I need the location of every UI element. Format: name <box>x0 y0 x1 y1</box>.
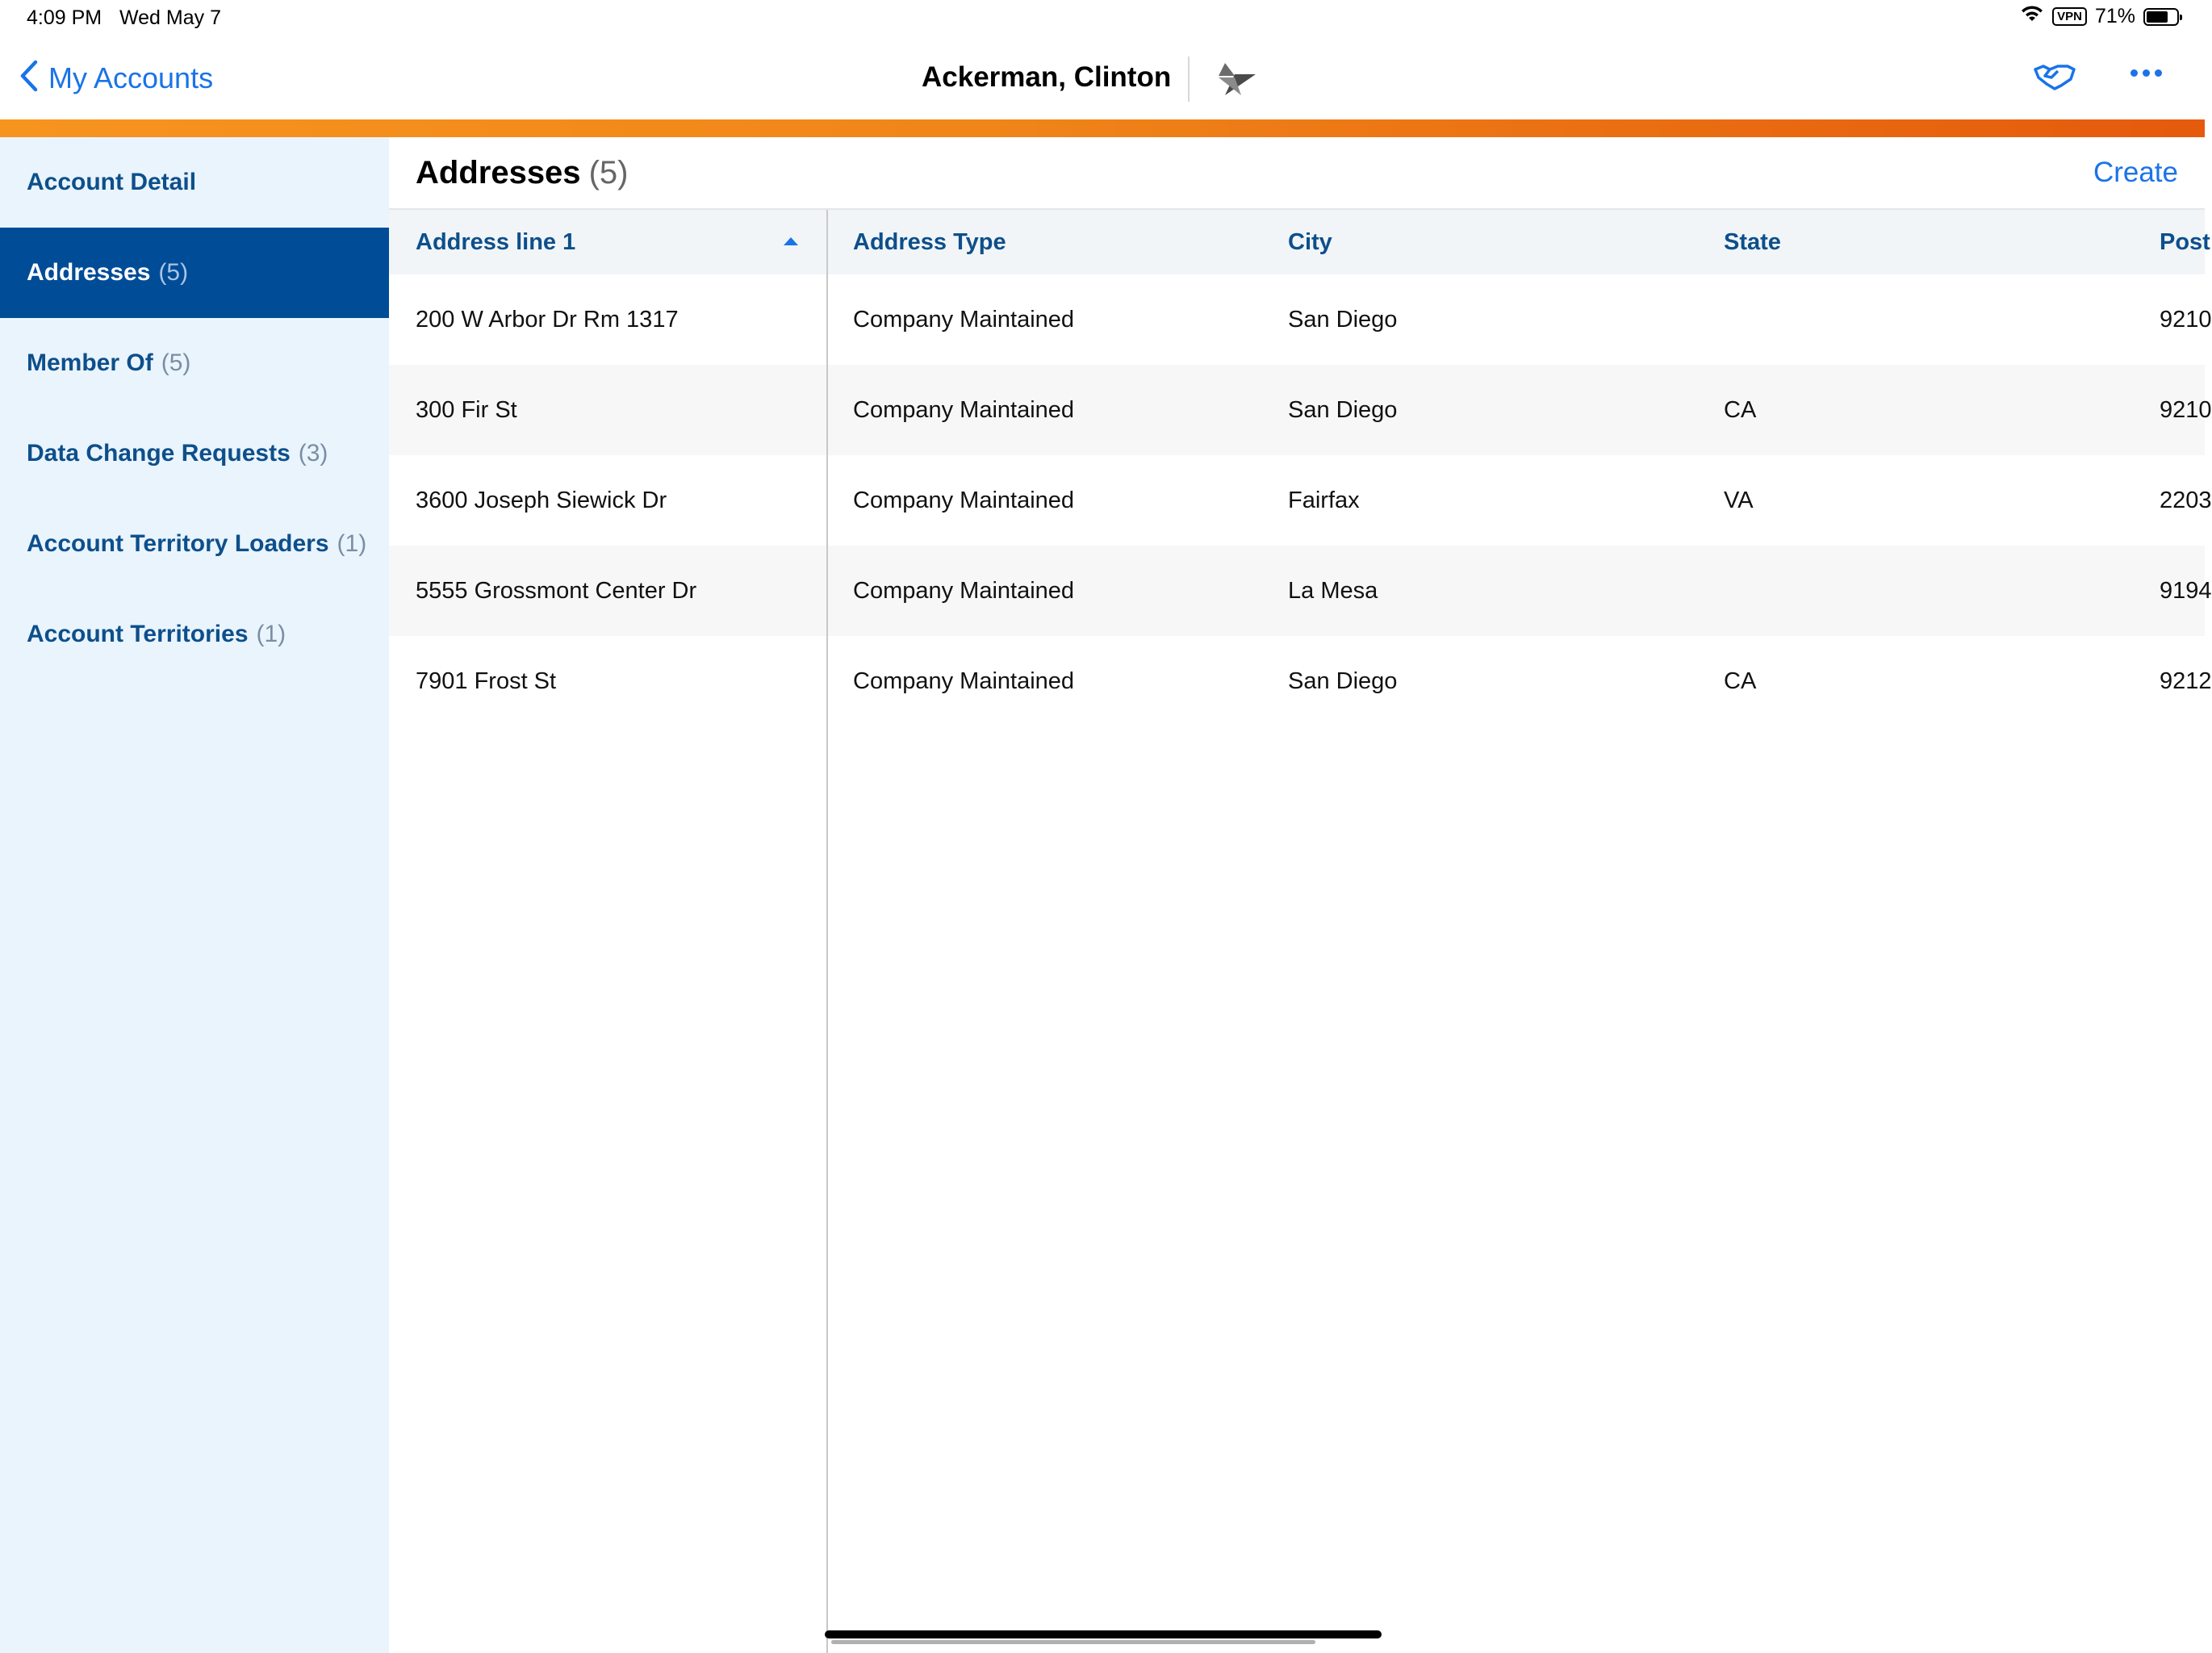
table-row[interactable] <box>389 455 2212 546</box>
sidebar-item-count: (1) <box>337 530 367 557</box>
sidebar <box>0 137 389 1653</box>
more-dot <box>2130 69 2138 77</box>
more-icon[interactable] <box>2130 69 2162 77</box>
status-indicators <box>2020 5 2179 28</box>
more-dot <box>2155 69 2162 77</box>
cell-address-line-1: 5555 Grossmont Center Dr <box>416 577 697 604</box>
back-button-label: My Accounts <box>48 61 214 94</box>
sidebar-item-account-detail[interactable] <box>0 137 389 228</box>
cell-postal: 9212 <box>2160 667 2212 694</box>
brand-logo-icon <box>1217 60 1257 101</box>
table-row[interactable] <box>389 636 2212 726</box>
cell-state: CA <box>1724 396 1757 423</box>
sidebar-item-count: (5) <box>161 349 191 376</box>
sidebar-item-label: Member Of <box>27 349 153 376</box>
accent-bar <box>0 119 2205 137</box>
create-button[interactable]: Create <box>2093 157 2178 188</box>
sidebar-item-label: Account Territories <box>27 621 249 647</box>
column-header-address-type[interactable]: Address Type <box>853 228 1006 255</box>
sidebar-item-addresses[interactable] <box>0 228 389 318</box>
battery-percent: 71% <box>2094 5 2135 27</box>
table-row[interactable] <box>389 365 2212 455</box>
cell-state: CA <box>1724 667 1757 694</box>
table-header <box>389 210 2210 274</box>
handshake-icon[interactable] <box>2034 61 2076 96</box>
column-header-address-line-1[interactable]: Address line 1 <box>416 228 576 255</box>
cell-city: La Mesa <box>1288 577 1378 604</box>
cell-postal: 9210 <box>2160 396 2212 423</box>
wifi-icon <box>2020 5 2044 28</box>
cell-city: San Diego <box>1288 306 1398 333</box>
page-title: Ackerman, Clinton <box>922 61 1172 93</box>
sidebar-item-account-territories[interactable] <box>0 589 389 680</box>
sidebar-item-count: (5) <box>158 259 189 286</box>
table-row[interactable] <box>389 546 2212 636</box>
cell-city: San Diego <box>1288 667 1398 694</box>
cell-city: San Diego <box>1288 396 1398 423</box>
back-button[interactable] <box>19 60 213 96</box>
section-title <box>416 155 628 191</box>
cell-address-line-1: 3600 Joseph Siewick Dr <box>416 487 667 513</box>
title-divider <box>1188 56 1190 102</box>
sort-ascending-icon[interactable] <box>783 236 799 251</box>
sidebar-item-label: Account Detail <box>27 169 197 195</box>
home-indicator[interactable] <box>825 1630 1382 1638</box>
battery-icon <box>2143 8 2179 26</box>
status-time: 4:09 PM <box>27 6 102 29</box>
battery-fill <box>2147 11 2168 23</box>
column-header-postal[interactable]: Post <box>2160 228 2210 255</box>
status-date: Wed May 7 <box>119 6 221 29</box>
cell-state: VA <box>1724 487 1754 513</box>
section-title-count: (5) <box>588 155 629 190</box>
section-title-label: Addresses <box>416 155 581 190</box>
column-header-city[interactable]: City <box>1288 228 1332 255</box>
cell-address-line-1: 300 Fir St <box>416 396 517 423</box>
sidebar-item-label: Data Change Requests <box>27 440 291 467</box>
frozen-column-divider[interactable] <box>826 210 828 1653</box>
cell-address-type: Company Maintained <box>853 306 1075 333</box>
cell-postal: 9194 <box>2160 577 2212 604</box>
more-dot <box>2143 69 2150 77</box>
sidebar-item-member-of[interactable] <box>0 318 389 408</box>
horizontal-scrollbar[interactable] <box>831 1640 1315 1644</box>
sidebar-item-label: Addresses <box>27 259 151 286</box>
sidebar-item-account-territory-loaders[interactable] <box>0 499 389 589</box>
column-header-state[interactable]: State <box>1724 228 1781 255</box>
cell-address-line-1: 7901 Frost St <box>416 667 557 694</box>
navigation-bar <box>0 40 2205 119</box>
main-panel <box>389 137 2212 1653</box>
sidebar-item-data-change-requests[interactable] <box>0 408 389 499</box>
addresses-table <box>389 210 2212 726</box>
cell-postal: 2203 <box>2160 487 2212 513</box>
cell-city: Fairfax <box>1288 487 1360 513</box>
cell-address-type: Company Maintained <box>853 487 1075 513</box>
sidebar-item-count: (3) <box>298 440 328 467</box>
cell-postal: 9210 <box>2160 306 2212 333</box>
cell-address-type: Company Maintained <box>853 577 1075 604</box>
status-bar <box>0 0 2205 40</box>
sidebar-item-label: Account Territory Loaders <box>27 530 329 557</box>
vpn-badge: VPN <box>2052 7 2087 26</box>
cell-address-line-1: 200 W Arbor Dr Rm 1317 <box>416 306 679 333</box>
table-row[interactable] <box>389 274 2212 365</box>
cell-address-type: Company Maintained <box>853 667 1075 694</box>
cell-address-type: Company Maintained <box>853 396 1075 423</box>
sidebar-item-count: (1) <box>256 621 286 647</box>
chevron-left-icon <box>19 60 39 96</box>
